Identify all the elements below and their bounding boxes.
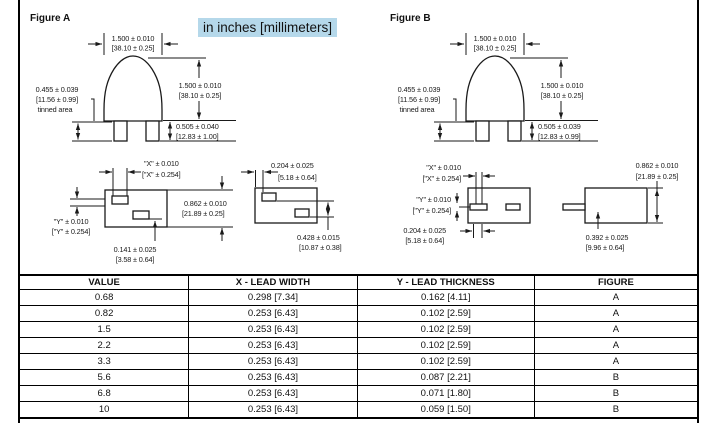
dim-label: ["X" ± 0.254] [142,170,181,179]
table-row [19,369,698,385]
header-figure: FIGURE [534,275,698,290]
lead-cross-section [470,204,487,210]
table-cell: 0.253 [6.43] [189,401,357,418]
dim-label: [5.18 ± 0.64] [278,173,317,182]
table-row [19,290,698,306]
table-cell: 1.5 [19,321,189,337]
dim-label: [38.10 ± 0.25] [111,43,155,53]
table-row [19,385,698,401]
table-cell: 0.071 [1.80] [357,385,534,401]
units-note: in inches [millimeters] [198,18,337,37]
table-cell: 0.253 [6.43] [189,369,357,385]
dim-label: [21.89 ± 0.25] [635,172,679,181]
dim-label: 1.500 ± 0.010 [111,34,155,43]
dim-label: 1.500 ± 0.010 [540,81,584,90]
table-cell: 5.6 [19,369,189,385]
dim-label: ["Y" ± 0.254] [412,206,451,215]
lead-cross-section [295,209,309,217]
table-cell: A [534,321,698,337]
lead-left [476,121,489,141]
table-row [19,321,698,337]
dim-label: ["Y" ± 0.254] [51,227,91,236]
table-cell: 0.102 [2.59] [357,321,534,337]
figure-b-front-view [398,33,598,141]
lead-flat [563,204,585,210]
dim-label: [38.10 ± 0.25] [540,91,584,100]
dim-label: 0.141 ± 0.025 [113,245,157,254]
lead-right [508,121,521,141]
dim-label: [21.89 ± 0.25] [182,209,225,218]
dim-label: [10.87 ± 0.38] [299,243,342,252]
dim-label: 0.204 ± 0.025 [271,161,314,170]
table-cell: 2.2 [19,337,189,353]
table-cell: 0.087 [2.21] [357,369,534,385]
table-row [19,353,698,369]
table-cell: 0.253 [6.43] [189,353,357,369]
dim-label: [12.83 ± 0.99] [538,132,581,141]
dim-label: 0.204 ± 0.025 [403,226,446,235]
dim-label: [11.56 ± 0.99] [36,95,78,104]
dim-label: 0.455 ± 0.039 [35,85,79,94]
dim-label: [12.83 ± 1.00] [176,132,219,141]
table-cell: 0.253 [6.43] [189,305,357,321]
table-cell: A [534,305,698,321]
table-cell: A [534,290,698,306]
dim-label: [9.96 ± 0.64] [585,243,625,252]
dim-label: tinned area [399,105,435,114]
figure-b-bottom-view-position [563,161,678,252]
dim-label: 0.392 ± 0.025 [585,233,629,242]
table-cell: 0.102 [2.59] [357,305,534,321]
table-cell: 0.68 [19,290,189,306]
figure-b-bottom-view-leads [403,163,530,245]
dim-label: 0.505 ± 0.039 [538,122,581,131]
dim-label: "Y" ± 0.010 [53,217,89,226]
dim-label: 0.505 ± 0.040 [176,122,219,131]
dim-label: [5.18 ± 0.64] [405,236,444,245]
dim-label: 1.500 ± 0.010 [178,81,222,90]
table-cell: 6.8 [19,385,189,401]
header-value: VALUE [19,275,189,290]
header-x-lead-width: X - LEAD WIDTH [189,275,357,290]
table-cell: 0.253 [6.43] [189,385,357,401]
dim-label: 0.862 ± 0.010 [635,161,679,170]
table-cell: 0.102 [2.59] [357,353,534,369]
figure-a-bottom-view-leads [52,159,233,264]
dim-label: [38.10 ± 0.25] [178,91,222,100]
dim-label: 0.455 ± 0.039 [397,85,441,94]
figure-b-label: Figure B [390,13,431,24]
lead-cross-section [112,196,128,204]
figure-a-label: Figure A [30,13,71,24]
dim-label: ["X" ± 0.254] [422,174,461,183]
component-body-outline [585,188,647,223]
table-cell: A [534,337,698,353]
lead-cross-section [133,211,149,219]
table-cell: 0.298 [7.34] [189,290,357,306]
table-row [19,337,698,353]
dim-label: "X" ± 0.010 [426,163,461,172]
table-row [19,305,698,321]
figure-a-front-view [36,33,236,141]
component-dome-outline [104,56,162,121]
dim-label: 1.500 ± 0.010 [473,34,517,43]
component-dome-outline [466,56,524,121]
dim-label: 0.862 ± 0.010 [184,199,227,208]
dim-label: "Y" ± 0.010 [416,195,451,204]
figure-a-bottom-view-spacing [241,161,342,252]
dim-label: tinned area [37,105,73,114]
dim-label: [11.56 ± 0.99] [398,95,440,104]
table-cell: 0.253 [6.43] [189,321,357,337]
lead-cross-section [506,204,520,210]
table-cell: B [534,369,698,385]
table-cell: 0.162 [4.11] [357,290,534,306]
table-cell: A [534,353,698,369]
table-cell: 0.059 [1.50] [357,401,534,418]
lead-dimensions-table [18,274,699,419]
table-cell: 0.102 [2.59] [357,337,534,353]
table-row [19,401,698,418]
dim-label: [38.10 ± 0.25] [473,43,517,53]
lead-left [114,121,127,141]
table-cell: B [534,385,698,401]
lead-cross-section [262,193,276,201]
table-cell: 3.3 [19,353,189,369]
lead-right [146,121,159,141]
dim-label: [3.58 ± 0.64] [115,255,155,264]
dim-label: 0.428 ± 0.015 [297,233,340,242]
table-cell: 0.82 [19,305,189,321]
table-cell: 0.253 [6.43] [189,337,357,353]
dim-label: "X" ± 0.010 [144,159,179,168]
table-cell: B [534,401,698,418]
table-cell: 10 [19,401,189,418]
header-y-lead-thickness: Y - LEAD THICKNESS [357,275,534,290]
table-header-row [19,275,698,290]
